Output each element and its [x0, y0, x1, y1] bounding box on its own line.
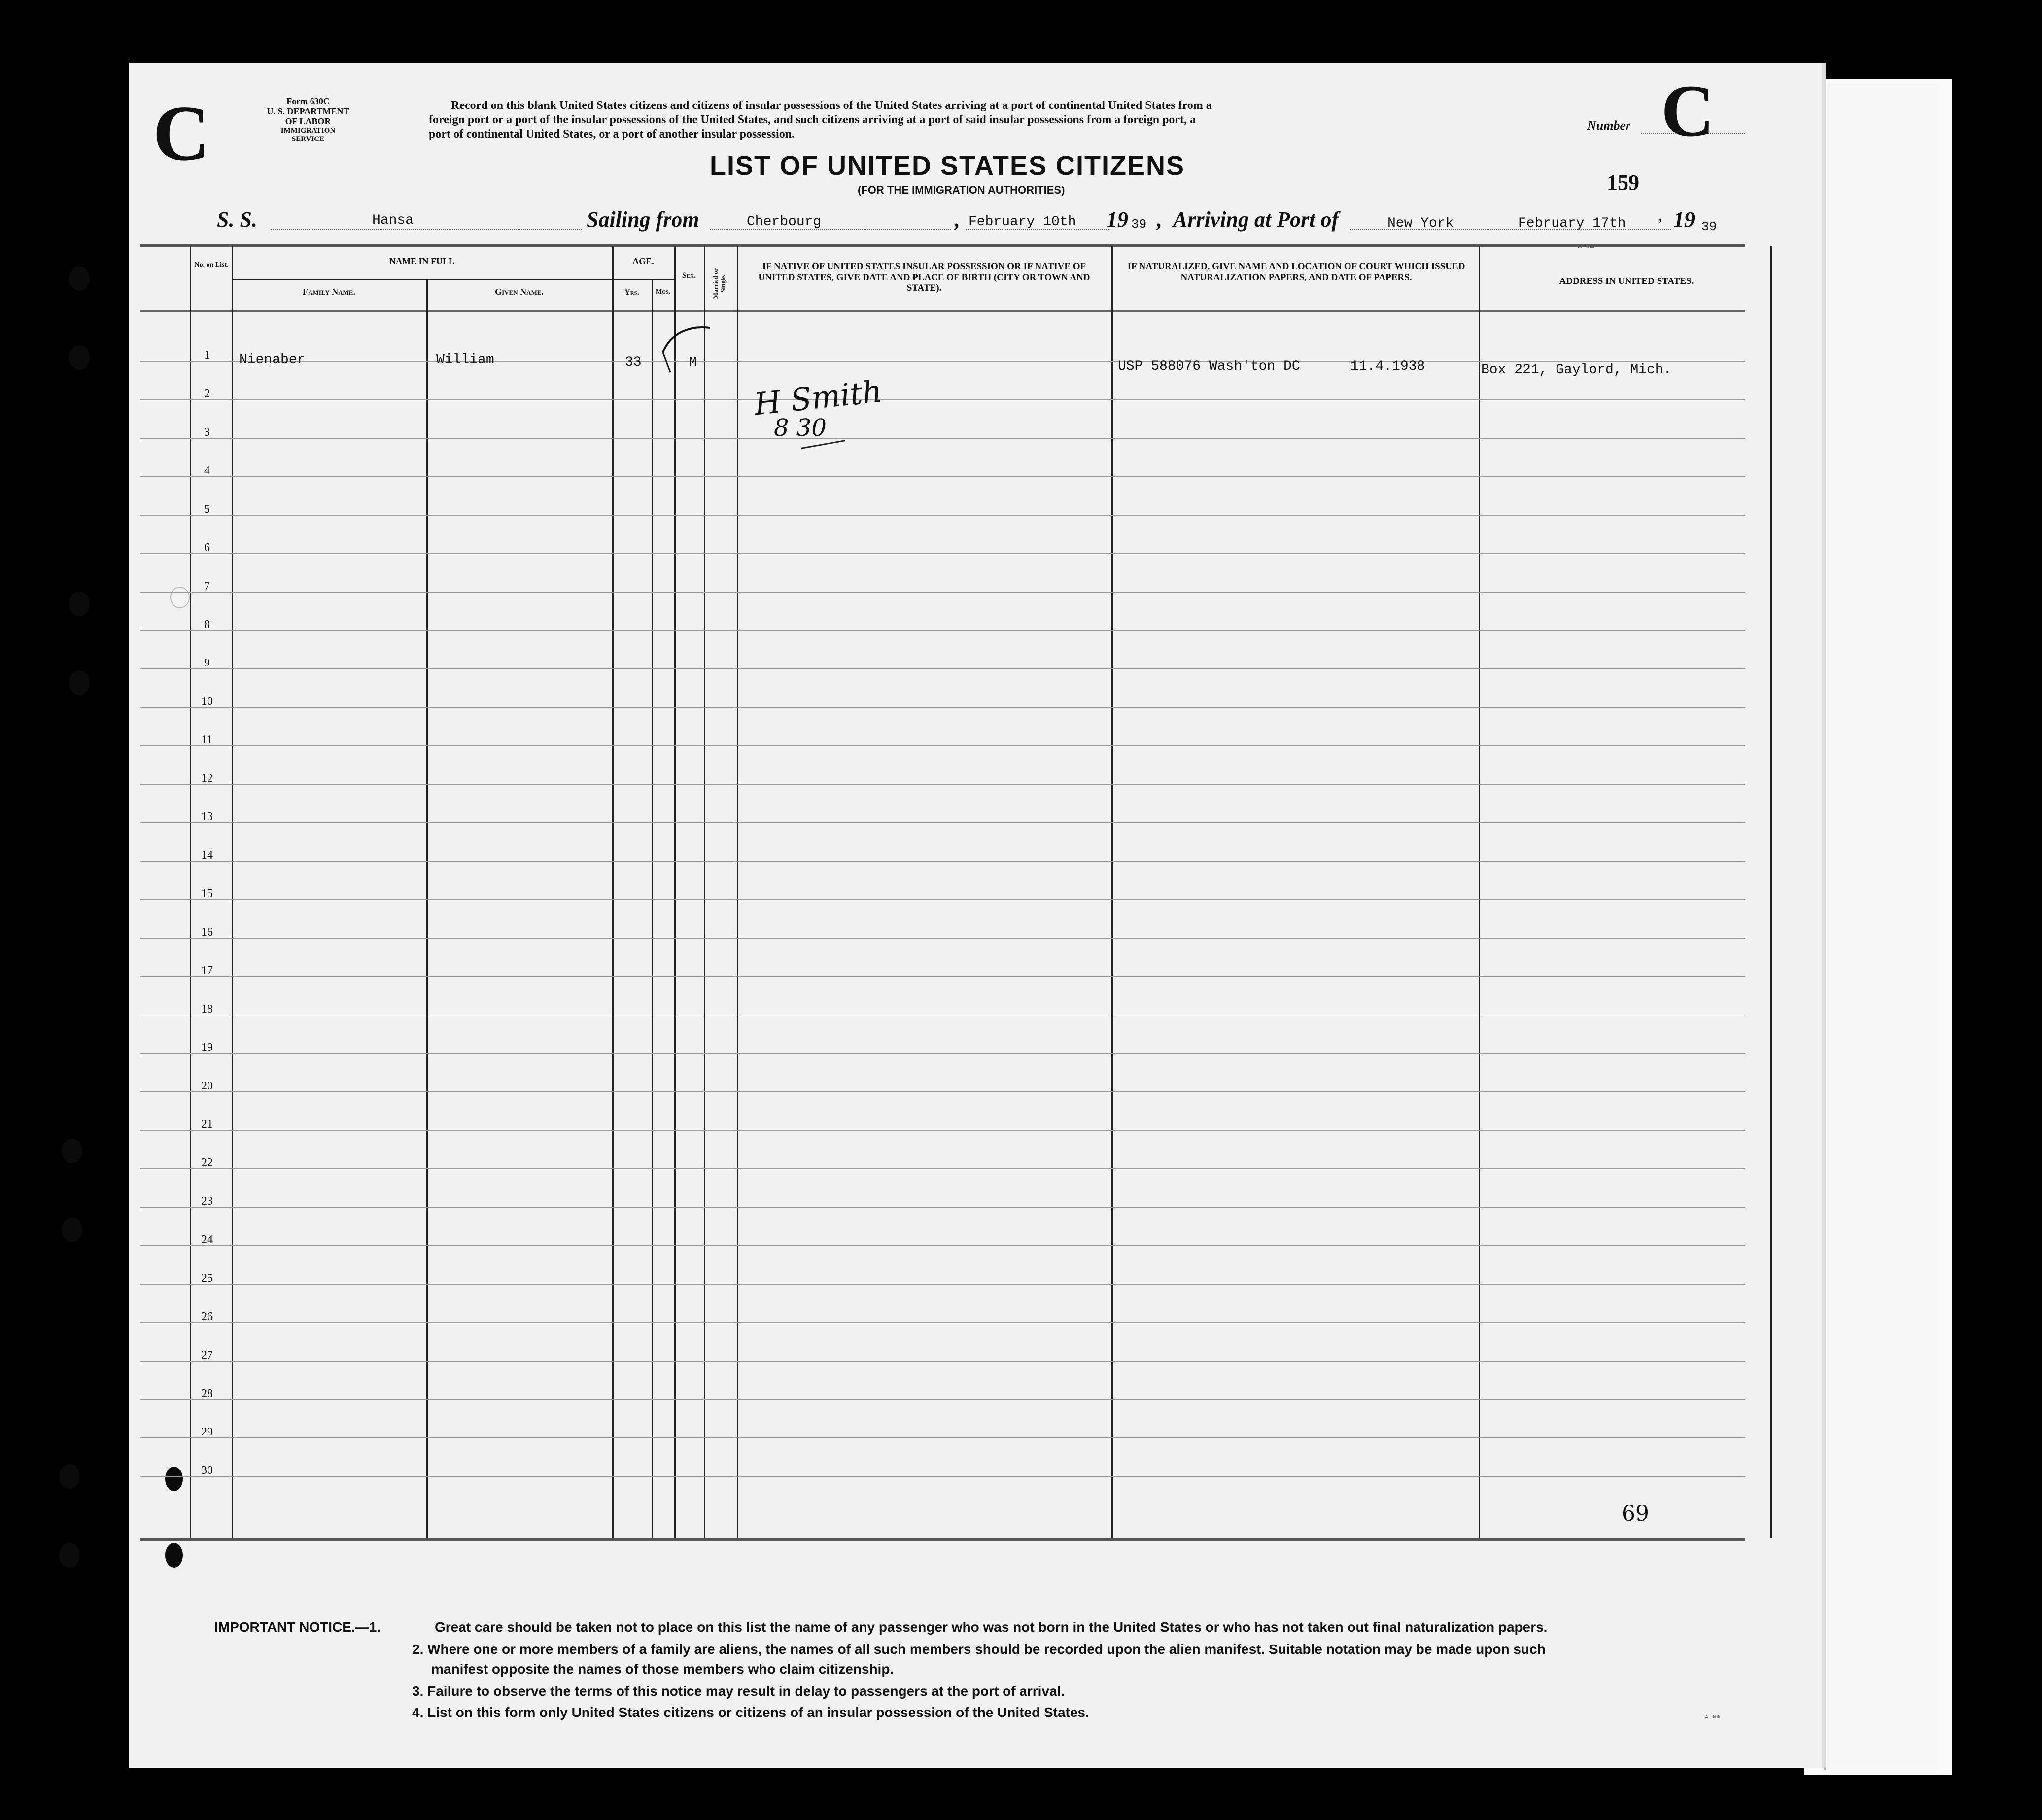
punch-hole — [69, 592, 90, 616]
row-number: 29 — [201, 1426, 213, 1438]
sex-cell: M — [689, 355, 697, 370]
table-row — [140, 861, 1745, 862]
ss-label: S. S. — [217, 208, 257, 232]
punch-hole — [165, 1467, 183, 1491]
name-subheader-rule — [232, 279, 612, 280]
punch-hole — [165, 1543, 183, 1568]
naturalization-cell: USP 588076 Wash'ton DC — [1118, 359, 1300, 374]
table-header-rule — [140, 310, 1745, 312]
column-rule — [1770, 246, 1772, 1538]
row-number: 5 — [204, 503, 210, 516]
handwritten-number: 8 30 — [774, 414, 827, 442]
dotted-line — [271, 229, 582, 230]
row-number: 27 — [201, 1349, 213, 1362]
form-number: Form 630C — [286, 96, 330, 106]
table-row — [140, 515, 1745, 516]
row-number: 8 — [204, 618, 210, 631]
column-rule — [612, 246, 614, 1538]
row-number: 4 — [204, 464, 210, 477]
age-subheader-rule — [612, 279, 674, 280]
comma: , — [1659, 210, 1662, 224]
notice-item-2: 2. Where one or more members of a family are aliens, the names of all such members should be recorded upon the alien manifest. Suitable notation may be made upon such — [412, 1642, 1546, 1657]
header-given-name: Given Name. — [495, 287, 544, 297]
column-rule — [674, 246, 676, 1538]
column-rule — [426, 279, 428, 1538]
column-rule — [1479, 246, 1480, 1538]
table-row — [140, 630, 1745, 631]
table-row — [140, 438, 1745, 439]
number-value: C — [1661, 70, 1715, 152]
row-number: 10 — [201, 695, 213, 708]
table-top-rule — [140, 244, 1745, 247]
row-number: 12 — [201, 772, 213, 785]
page-title: LIST OF UNITED STATES CITIZENS — [710, 151, 1185, 180]
sail-year-prefix: 19 — [1107, 208, 1128, 232]
header-married-single: Married or Single. — [712, 268, 727, 299]
table-row — [140, 976, 1745, 977]
comma: , — [954, 208, 959, 232]
handwritten-check-mark — [656, 323, 715, 377]
table-row — [140, 1245, 1745, 1246]
row-number: 28 — [201, 1387, 213, 1400]
handwritten-name: H Smith — [752, 373, 884, 422]
header-yrs: Yrs. — [624, 288, 639, 297]
notice-heading: IMPORTANT NOTICE.—1. — [214, 1619, 381, 1635]
table-row — [140, 553, 1745, 554]
row-number: 26 — [201, 1310, 213, 1323]
page-edge — [1824, 84, 1939, 1770]
arrival-year: 39 — [1701, 219, 1717, 234]
table-row — [140, 1053, 1745, 1054]
row-number: 23 — [201, 1195, 213, 1208]
table-row — [140, 1399, 1745, 1400]
row-number: 25 — [201, 1272, 213, 1285]
table-row — [140, 745, 1745, 746]
page-subtitle: (FOR THE IMMIGRATION AUTHORITIES) — [858, 184, 1065, 196]
row-number: 3 — [204, 426, 210, 439]
row-number: 9 — [204, 657, 210, 669]
row-number: 2 — [204, 387, 210, 400]
row-number: 18 — [201, 1003, 213, 1015]
family-name-cell: Nienaber — [239, 352, 306, 368]
column-rule — [704, 246, 705, 1538]
row-number: 20 — [201, 1080, 213, 1092]
punch-hole — [59, 1464, 80, 1489]
address-cell: Box 221, Gaylord, Mich. — [1481, 362, 1672, 378]
departure-port: Cherbourg — [747, 214, 822, 230]
table-row — [140, 1091, 1745, 1092]
table-row — [140, 592, 1745, 593]
table-row — [140, 1437, 1745, 1438]
department: U. S. DEPARTMENT OF LABOR — [267, 106, 349, 127]
age-years-cell: 33 — [625, 355, 642, 370]
punch-hole — [69, 345, 90, 370]
given-name-cell: William — [436, 352, 494, 368]
number-label: Number — [1587, 118, 1631, 133]
bottom-number: 69 — [1622, 1501, 1649, 1526]
header-address: ADDRESS IN UNITED STATES. — [1559, 276, 1694, 286]
instructions-line: Record on this blank United States citizens and citizens of insular possessions of the United States arriving at a port of continental United States from a — [451, 99, 1212, 112]
sail-year: 39 — [1131, 217, 1147, 232]
row-number: 16 — [201, 926, 213, 939]
row-number: 24 — [201, 1233, 213, 1246]
table-row — [140, 822, 1745, 823]
table-row — [140, 784, 1745, 785]
header-no: No. on List. — [194, 261, 229, 269]
arrival-date: February 17th — [1518, 216, 1626, 231]
column-rule — [190, 246, 191, 1538]
punch-hole — [62, 1218, 82, 1242]
row-number: 14 — [201, 849, 213, 862]
header-age: AGE. — [632, 256, 654, 266]
corner-letter: C — [153, 89, 210, 177]
instructions — [429, 99, 1513, 141]
header-birth-place: IF NATIVE OF UNITED STATES INSULAR POSSESSION OR IF NATIVE OF UNITED STATES, GIVE DATE AND PLACE OF BIRTH (CITY OR TOWN AND STATE). — [758, 261, 1090, 293]
table-row — [140, 1476, 1745, 1477]
notice-item-1: Great care should be taken not to place on this list the name of any passenger who was not born in the United States or who has not taken out final naturalization papers. — [435, 1619, 1548, 1635]
notice-item-3: 3. Failure to observe the terms of this notice may result in delay to passengers at the port of arrival. — [412, 1683, 1065, 1699]
column-rule — [232, 246, 233, 1538]
column-rule — [1111, 246, 1113, 1538]
row-number: 15 — [201, 887, 213, 900]
table-row — [140, 1168, 1745, 1169]
header-family-name: Family Name. — [303, 287, 355, 297]
table-row — [140, 899, 1745, 900]
table-row — [140, 1207, 1745, 1208]
punch-hole — [170, 587, 190, 608]
notice-item-4: 4. List on this form only United States citizens or citizens of an insular possession of the United States. — [412, 1705, 1089, 1720]
punch-hole — [69, 266, 90, 291]
header-mos: Mos. — [655, 288, 671, 296]
service: IMMIGRATION SERVICE — [280, 127, 336, 143]
instructions-line: foreign port or a port of the insular possessions of the United States, and such citizens arriving at a port of said insular possessions from a foreign port, a — [429, 113, 1196, 126]
punch-hole — [62, 1139, 82, 1163]
header-name-in-full: NAME IN FULL — [389, 256, 454, 266]
notice-item-2-cont: manifest opposite the names of those members who claim citizenship. — [431, 1661, 894, 1677]
row-number: 13 — [201, 810, 213, 823]
table-row — [140, 361, 1745, 362]
manifest-page — [129, 63, 1826, 1768]
instructions-line: port of continental United States, or a port of another insular possession. — [429, 127, 795, 140]
dotted-line — [710, 229, 951, 230]
header-naturalization: IF NATURALIZED, GIVE NAME AND LOCATION OF COURT WHICH ISSUED NATURALIZATION PAPERS, AND DATE OF PAPERS. — [1127, 261, 1465, 282]
table-row — [140, 476, 1745, 477]
row-number: 30 — [201, 1464, 213, 1477]
row-number: 22 — [201, 1156, 213, 1169]
arrival-year-prefix: 19 — [1673, 208, 1695, 232]
papers-date-cell: 11.4.1938 — [1350, 359, 1425, 374]
header-sex: Sex. — [682, 271, 696, 280]
column-rule — [652, 279, 653, 1538]
row-number: 7 — [204, 580, 210, 593]
arrival-port: New York — [1387, 216, 1454, 231]
row-number: 6 — [204, 541, 210, 554]
sailing-date: February 10th — [969, 214, 1076, 230]
punch-hole — [69, 670, 90, 695]
row-number: 11 — [201, 734, 213, 746]
ship-name: Hansa — [372, 213, 414, 228]
row-number: 17 — [201, 964, 213, 977]
table-row — [140, 1130, 1745, 1131]
arriving-label: Arriving at Port of — [1173, 208, 1339, 232]
row-number: 19 — [201, 1041, 213, 1054]
table-row — [140, 1361, 1745, 1362]
table-row — [140, 1284, 1745, 1285]
row-number: 1 — [204, 349, 210, 362]
table-row — [140, 668, 1745, 669]
row-number: 21 — [201, 1118, 213, 1131]
sailing-label: Sailing from — [587, 208, 699, 232]
table-row — [140, 938, 1745, 939]
comma: , — [1156, 208, 1161, 232]
table-bottom-rule — [140, 1538, 1745, 1541]
column-rule — [737, 246, 738, 1538]
footer-code: 14—606 — [1703, 1715, 1720, 1720]
page-stamp: 159 — [1607, 171, 1639, 195]
table-row — [140, 707, 1745, 708]
form-id-block — [264, 96, 352, 144]
punch-hole — [59, 1543, 80, 1568]
table-row — [140, 399, 1745, 400]
table-row — [140, 1322, 1745, 1323]
